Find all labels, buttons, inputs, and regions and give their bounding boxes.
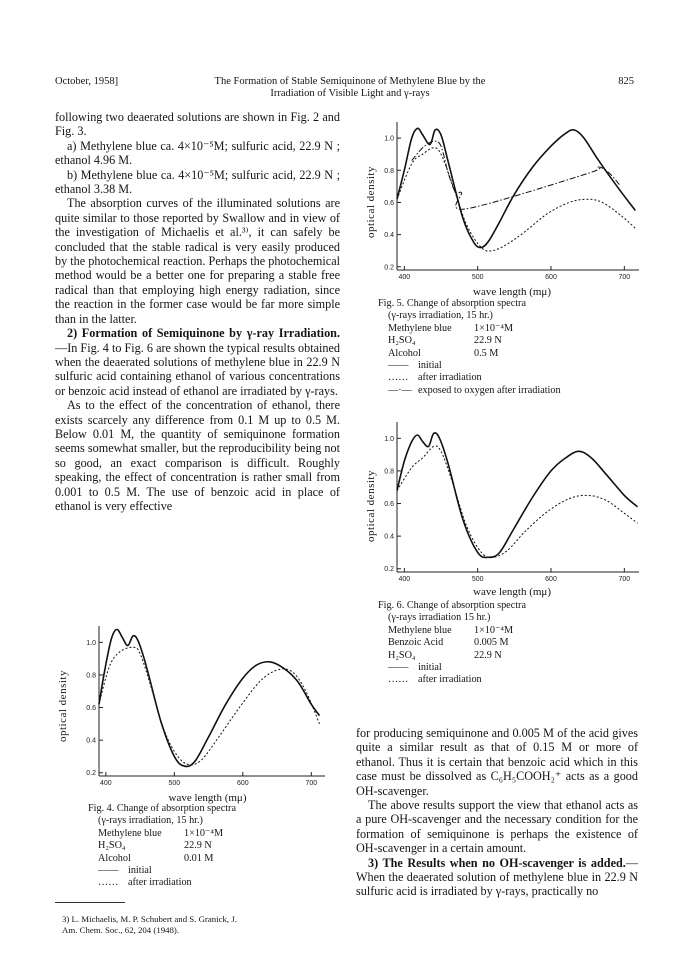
- fig5-legend-entry: [388, 385, 640, 397]
- fig4-caption-row: [98, 853, 330, 865]
- figure-4-caption-sub: (γ-rays irradiation, 15 hr.): [98, 815, 203, 827]
- legend-label: exposed to oxygen after irradiation: [418, 384, 561, 396]
- x-tick-label: 400: [100, 780, 112, 787]
- fig4-caption-row: [98, 828, 330, 840]
- y-tick-label: 0.8: [86, 672, 96, 680]
- y-tick-label: 0.6: [384, 199, 394, 207]
- figure-6-legend: [378, 662, 640, 687]
- y-tick-label: 0.2: [384, 566, 394, 574]
- caption-row-value: 22.9 N: [184, 840, 212, 852]
- left-p3: As to the effect of the concentration of ethanol, there exists scarcely any difference from 0.1 M up to 0.5 M. Below 0.01 M, the quantity of semiquinone formation seems somewhat smaller, but the reproducibility being not so good, an exact comparison is difficult. Roughly speaking, the effect of concentration is rather small from 0.001 to 0.5 M. The use of benzoic acid in place of ethanol is very effective: [55, 398, 340, 513]
- figure-6-caption-rows: [378, 625, 640, 662]
- fig5-caption-row: [388, 323, 640, 335]
- footnote-rule: [55, 902, 125, 903]
- y-tick-label: 1.0: [86, 639, 96, 647]
- caption-row-value: 1×10⁻⁴M: [474, 624, 514, 636]
- figure-6-xlabel: wave length (mμ): [473, 586, 551, 598]
- figure-5-xlabel: wave length (mμ): [473, 286, 551, 298]
- legend-symbol: —·—: [388, 384, 412, 396]
- legend-symbol: ……: [98, 877, 119, 889]
- caption-row-key: Alcohol: [98, 852, 131, 864]
- legend-label: after irradiation: [418, 674, 482, 686]
- left-item-b: b) Methylene blue ca. 4×10⁻⁵M; sulfuric acid, 22.9 N ; ethanol 3.38 M.: [55, 167, 340, 197]
- fig4-caption-row: [98, 840, 330, 852]
- caption-row-value: 22.9 N: [474, 335, 502, 347]
- right-column: [356, 726, 638, 899]
- left-p1: following two deaerated solutions are shown in Fig. 2 and Fig. 3.: [55, 110, 340, 139]
- right-p2: The above results support the view that ethanol acts as a pure OH-scavenger and the necessary condition for the formation of semiquinone is perhaps the existence of OH-scavenger in a certain amount.: [356, 798, 638, 856]
- figure-6-caption-title: Fig. 6. Change of absorption spectra: [378, 600, 526, 611]
- series-line-exposed-to-oxygen: [412, 141, 621, 209]
- figure-4-caption-rows: [88, 828, 330, 865]
- left-column: [55, 110, 340, 513]
- figure-5-plot: [357, 110, 657, 300]
- left-section-2: [55, 326, 340, 398]
- caption-row-key: H₂SO₄: [388, 649, 416, 661]
- series-line-after-irradiation: [99, 647, 320, 765]
- footnote-line1: 3) L. Michaelis, M. P. Schubert and S. Granick, J.: [62, 914, 237, 924]
- y-tick-label: 0.8: [384, 468, 394, 476]
- figure-5-ylabel: optical density: [365, 166, 377, 238]
- figure-5-caption-title: Fig. 5. Change of absorption spectra: [378, 298, 526, 309]
- section-3-heading: 3) The Results when no OH-scavenger is added.: [368, 855, 626, 870]
- y-tick-label: 0.4: [384, 533, 394, 541]
- left-item-a: a) Methylene blue ca. 4×10⁻⁵M; sulfuric acid, 22.9 N ; ethanol 4.96 M.: [55, 138, 340, 168]
- y-tick-label: 0.2: [86, 770, 96, 778]
- fig6-legend-entry: [388, 674, 640, 686]
- caption-row-value: 0.01 M: [184, 852, 214, 864]
- series-line-initial: [397, 128, 635, 247]
- legend-label: after irradiation: [128, 877, 192, 889]
- x-tick-label: 600: [545, 274, 557, 281]
- legend-symbol: ……: [388, 674, 409, 686]
- caption-row-key: H₂SO₄: [388, 335, 416, 347]
- x-tick-label: 600: [236, 780, 249, 787]
- y-tick-label: 1.0: [384, 435, 394, 443]
- caption-row-key: Benzoic Acid: [388, 637, 444, 649]
- section-3-body: — When the deaerated solution of methylene blue in 22.9 N sulfuric acid is irradiated by γ-rays, practically no: [356, 855, 638, 899]
- caption-row-key: Methylene blue: [388, 624, 452, 636]
- footnote: [62, 914, 342, 936]
- caption-row-key: Alcohol: [388, 347, 421, 359]
- footnote-line2: Am. Chem. Soc., 62, 204 (1948).: [62, 925, 180, 935]
- fig6-caption-row: [388, 650, 640, 662]
- figure-5-legend: [378, 360, 640, 397]
- legend-symbol: ——: [388, 662, 409, 674]
- fig5-caption-row: [388, 348, 640, 360]
- figure-5-caption-sub: (γ-rays irradiation, 15 hr.): [388, 310, 493, 322]
- section-2-heading: 2) Formation of Semiquinone by γ-ray Irradiation.: [67, 326, 340, 341]
- x-tick-label: 700: [618, 576, 631, 583]
- caption-row-value: 0.5 M: [474, 347, 499, 359]
- figure-4-plot: [55, 612, 345, 802]
- fig5-legend-entry: [388, 360, 640, 372]
- caption-row-key: H₂SO₄: [98, 840, 126, 852]
- header-title: [150, 76, 550, 100]
- legend-label: initial: [128, 865, 152, 877]
- fig6-caption-row: [388, 625, 640, 637]
- x-tick-label: 700: [305, 780, 318, 787]
- fig5-legend-entry: [388, 372, 640, 384]
- figure-4-ylabel: optical density: [57, 670, 69, 742]
- legend-symbol: ……: [388, 372, 409, 384]
- legend-symbol: ——: [98, 865, 119, 877]
- x-tick-label: 500: [471, 274, 484, 281]
- y-tick-label: 0.6: [384, 501, 394, 509]
- figure-4-caption-title: Fig. 4. Change of absorption spectra: [88, 803, 236, 814]
- section-2-body: —In Fig. 4 to Fig. 6 are shown the typical results obtained when the deaerated solutions of methylene blue in 22.9 N sulfuric acid containing ethanol of various concentrations or benzoic acid instead of ethanol are irradiated by γ-rays.: [55, 340, 340, 398]
- legend-label: after irradiation: [418, 372, 482, 384]
- figure-4-xlabel: wave length (mμ): [168, 792, 247, 804]
- series-line-initial: [99, 629, 320, 766]
- caption-row-value: 1×10⁻⁴M: [474, 322, 514, 334]
- figure-4-legend: [88, 865, 330, 890]
- x-tick-label: 700: [618, 274, 631, 281]
- caption-row-key: Methylene blue: [98, 827, 162, 839]
- figure-4-caption: [88, 803, 330, 890]
- fig6-caption-row: [388, 637, 640, 649]
- x-tick-label: 600: [545, 576, 557, 583]
- x-tick-label: 500: [471, 576, 484, 583]
- caption-row-value: 1×10⁻⁴M: [184, 827, 224, 839]
- figure-5-caption-rows: [378, 323, 640, 360]
- x-tick-label: 500: [168, 780, 181, 787]
- right-p1: for producing semiquinone and 0.005 M of the acid gives quite a similar result as that of 0.15 M or more of ethanol. Thus it is certain that benzoic acid which in this case must be dissolved as C₆H₅COOH₂⁺ acts as a good OH-scavenger.: [356, 726, 638, 798]
- fig5-caption-row: [388, 335, 640, 347]
- fig4-legend-entry: [98, 877, 330, 889]
- y-tick-label: 0.6: [86, 705, 96, 713]
- header-date: October, 1958]: [55, 76, 119, 87]
- header-title-line1: The Formation of Stable Semiquinone of Methylene Blue by the: [214, 76, 486, 87]
- caption-row-value: 0.005 M: [474, 637, 509, 649]
- fig4-legend-entry: [98, 865, 330, 877]
- legend-label: initial: [418, 662, 442, 674]
- figure-6-caption: [378, 600, 640, 687]
- figure-5-caption: [378, 298, 640, 397]
- figure-5: [357, 110, 657, 300]
- right-section-3: [356, 856, 638, 899]
- x-tick-label: 400: [398, 274, 411, 281]
- y-tick-label: 0.8: [384, 167, 394, 175]
- legend-label: initial: [418, 360, 442, 372]
- y-tick-label: 0.4: [384, 232, 394, 240]
- header-title-line2: Irradiation of Visible Light and γ-rays: [270, 88, 430, 99]
- figure-6-caption-sub: (γ-rays irradiation 15 hr.): [388, 612, 491, 624]
- series-line-after-irradiation: [397, 446, 638, 557]
- left-p2: The absorption curves of the illuminated solutions are quite similar to those reported by Swallow and in view of the investigation of Michaelis et al.³⁾, it can safely be concluded that the stable radical is very easily produced by the photochemical reaction. Perhaps the photochemical method would be a better one for preparing a stable free radical than that employing high energy radiation, since the reaction in the former case would be far more simple than in the latter.: [55, 196, 340, 326]
- fig6-legend-entry: [388, 662, 640, 674]
- y-tick-label: 1.0: [384, 135, 394, 143]
- page-number: 825: [618, 76, 634, 87]
- x-tick-label: 400: [398, 576, 411, 583]
- figure-6-plot: [357, 410, 657, 600]
- caption-row-key: Methylene blue: [388, 322, 452, 334]
- caption-row-value: 22.9 N: [474, 649, 502, 661]
- legend-symbol: ——: [388, 360, 409, 372]
- y-tick-label: 0.2: [384, 264, 394, 272]
- series-line-initial: [397, 433, 638, 558]
- y-tick-label: 0.4: [86, 737, 96, 745]
- figure-6-ylabel: optical density: [365, 470, 377, 542]
- figure-6: [357, 410, 657, 600]
- figure-4: [55, 612, 345, 802]
